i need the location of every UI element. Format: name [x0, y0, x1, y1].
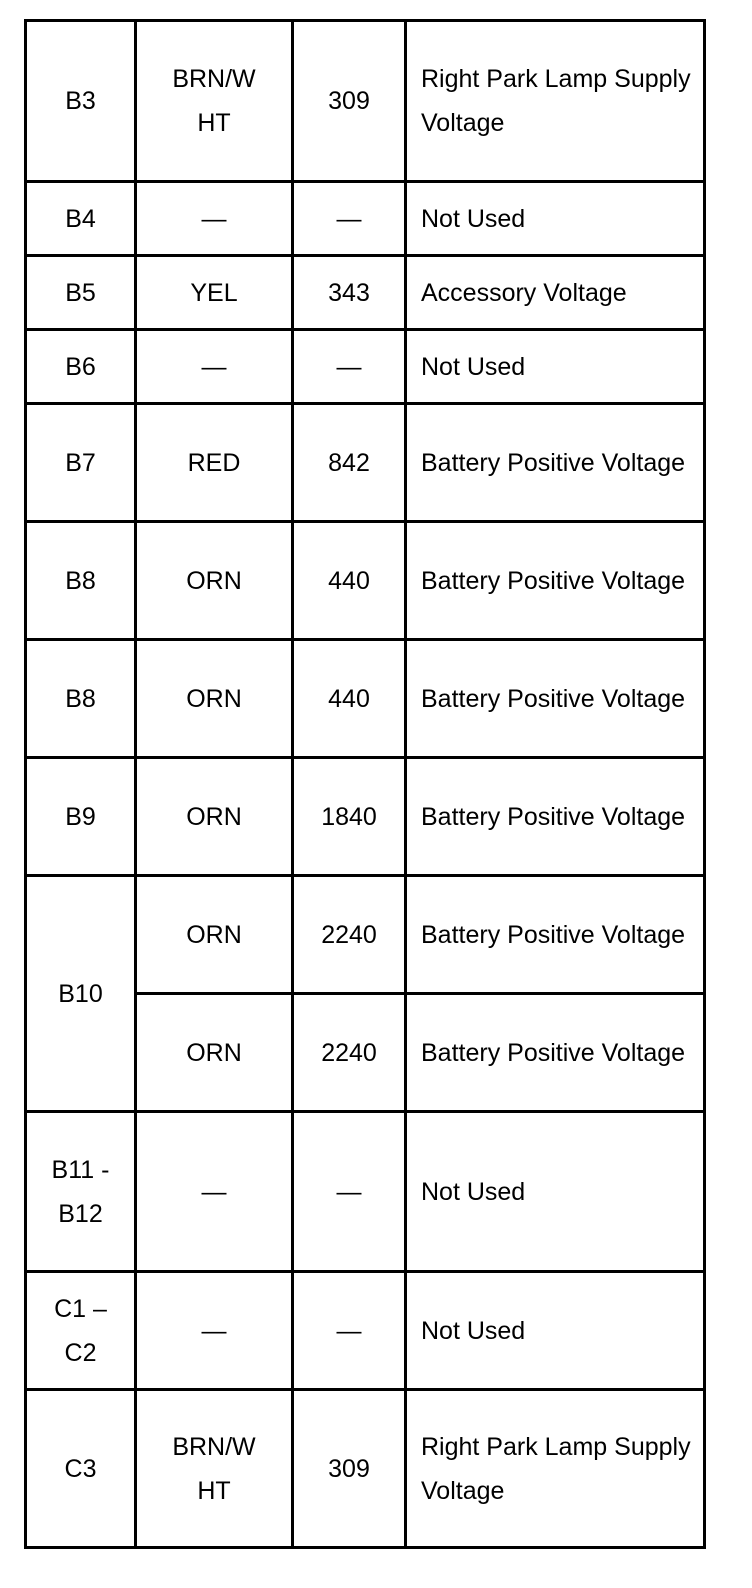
circuit-number-cell: 309 [293, 21, 406, 182]
wire-color-cell: ORN [136, 640, 293, 758]
circuit-number-cell: — [293, 1112, 406, 1272]
wire-color-cell: BRN/W HT [136, 1390, 293, 1548]
circuit-number-cell: 440 [293, 640, 406, 758]
wire-color-cell: YEL [136, 256, 293, 330]
wire-color-cell: ORN [136, 758, 293, 876]
function-cell: Battery Positive Voltage [406, 876, 705, 994]
wire-color-cell: RED [136, 404, 293, 522]
table-row [26, 522, 705, 640]
table-row [26, 21, 705, 182]
function-cell: Battery Positive Voltage [406, 758, 705, 876]
circuit-number-cell: — [293, 1272, 406, 1390]
table-row [26, 1272, 705, 1390]
function-cell: Battery Positive Voltage [406, 522, 705, 640]
pin-cell: B8 [26, 640, 136, 758]
pin-cell: C3 [26, 1390, 136, 1548]
circuit-number-cell: 343 [293, 256, 406, 330]
function-cell: Battery Positive Voltage [406, 640, 705, 758]
wire-color-cell: BRN/W HT [136, 21, 293, 182]
circuit-number-cell: 440 [293, 522, 406, 640]
pin-cell: B7 [26, 404, 136, 522]
circuit-number-cell: 2240 [293, 876, 406, 994]
function-cell: Not Used [406, 1112, 705, 1272]
wire-color-cell: — [136, 1272, 293, 1390]
function-cell: Accessory Voltage [406, 256, 705, 330]
function-cell: Right Park Lamp Supply Voltage [406, 1390, 705, 1548]
pin-cell: B8 [26, 522, 136, 640]
pin-cell: C1 – C2 [26, 1272, 136, 1390]
table-row [26, 1112, 705, 1272]
pin-cell: B10 [26, 876, 136, 1112]
wire-color-cell: — [136, 1112, 293, 1272]
table-row [26, 256, 705, 330]
table-row [26, 758, 705, 876]
pin-cell: B6 [26, 330, 136, 404]
wire-color-cell: ORN [136, 994, 293, 1112]
pin-cell: B9 [26, 758, 136, 876]
pin-cell: B5 [26, 256, 136, 330]
pin-cell: B3 [26, 21, 136, 182]
wire-color-cell: — [136, 182, 293, 256]
function-cell: Right Park Lamp Supply Voltage [406, 21, 705, 182]
wire-color-cell: ORN [136, 876, 293, 994]
function-cell: Battery Positive Voltage [406, 404, 705, 522]
connector-pin-table [24, 19, 706, 1549]
function-cell: Not Used [406, 182, 705, 256]
circuit-number-cell: 842 [293, 404, 406, 522]
table-row [26, 876, 705, 994]
wire-color-cell: ORN [136, 522, 293, 640]
circuit-number-cell: — [293, 182, 406, 256]
table-row [26, 1390, 705, 1548]
circuit-number-cell: 309 [293, 1390, 406, 1548]
function-cell: Battery Positive Voltage [406, 994, 705, 1112]
circuit-number-cell: — [293, 330, 406, 404]
circuit-number-cell: 1840 [293, 758, 406, 876]
table-row [26, 640, 705, 758]
function-cell: Not Used [406, 330, 705, 404]
table-row [26, 330, 705, 404]
pin-cell: B11 -B12 [26, 1112, 136, 1272]
pin-cell: B4 [26, 182, 136, 256]
wire-color-cell: — [136, 330, 293, 404]
circuit-number-cell: 2240 [293, 994, 406, 1112]
table-row [26, 404, 705, 522]
table-row [26, 182, 705, 256]
function-cell: Not Used [406, 1272, 705, 1390]
